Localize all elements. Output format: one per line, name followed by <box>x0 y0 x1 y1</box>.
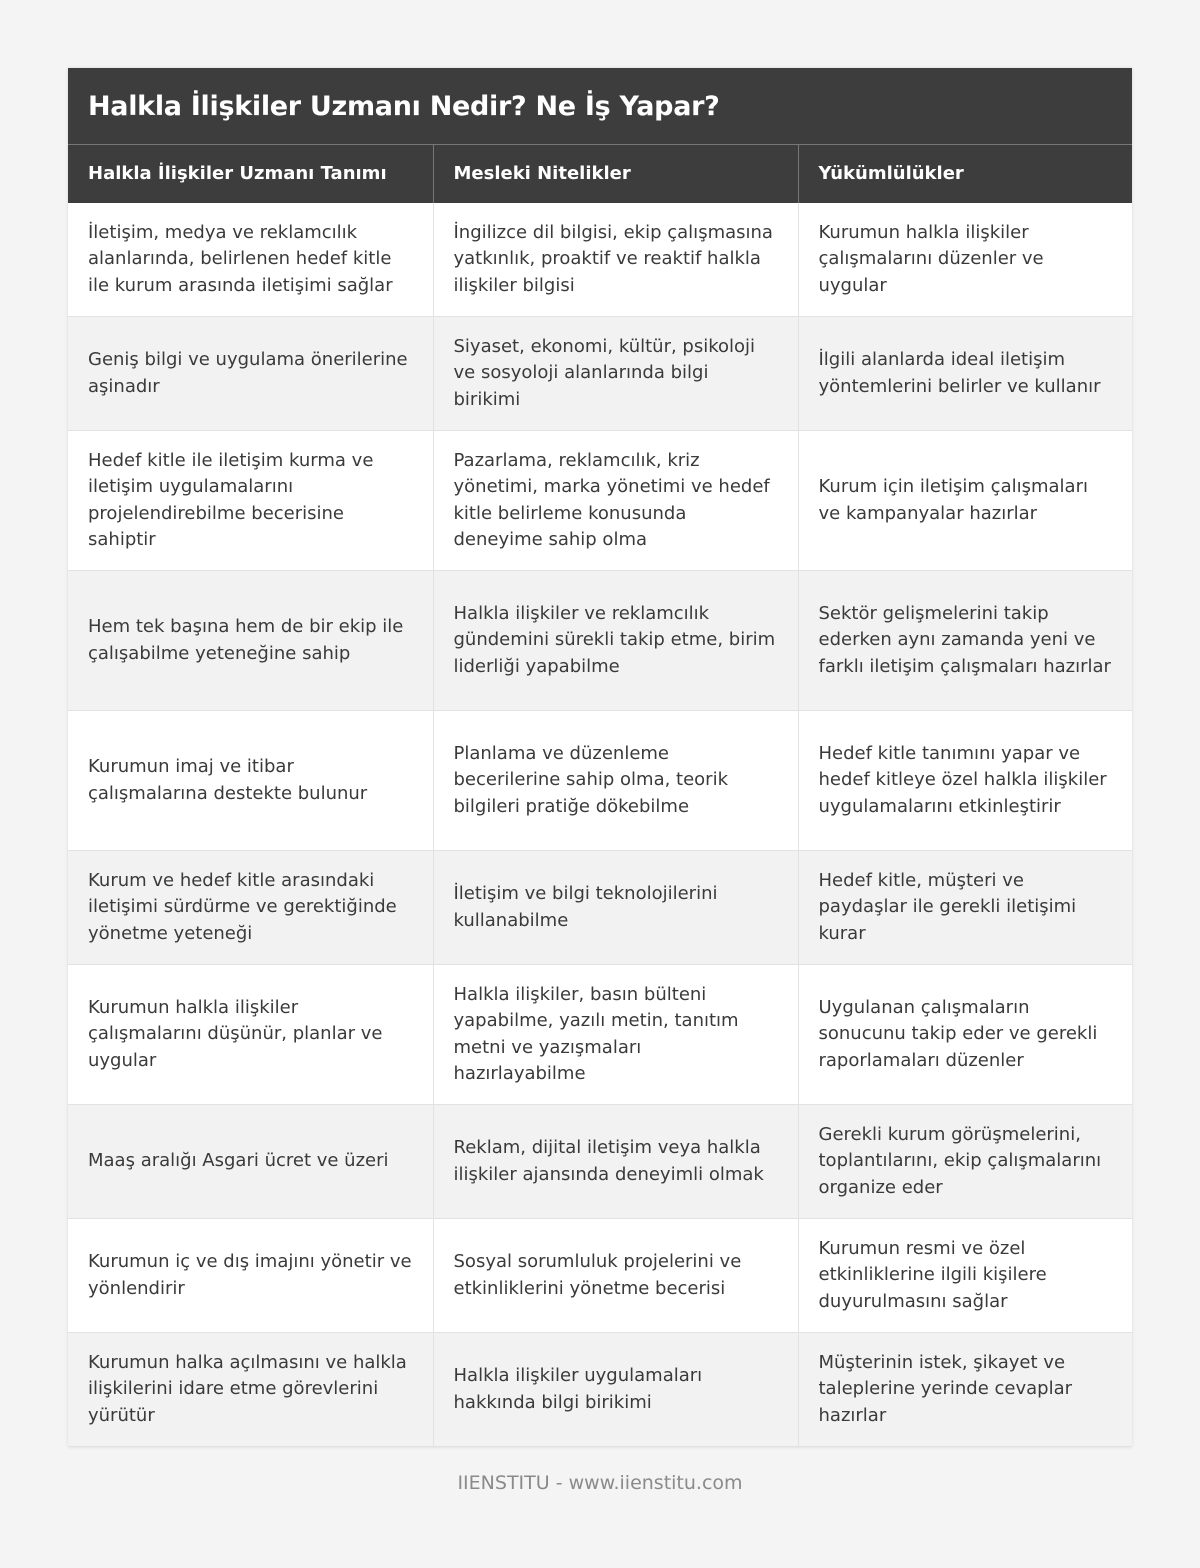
column-header-qualifications: Mesleki Nitelikler <box>433 145 798 203</box>
table-cell: Kurumun halkla ilişkiler çalışmalarını düzenler ve uygular <box>798 203 1132 317</box>
table-cell: Sektör gelişmelerini takip ederken aynı zamanda yeni ve farklı iletişim çalışmaları hazırlar <box>798 571 1132 711</box>
table-cell: Kurumun halka açılmasını ve halkla ilişkilerini idare etme görevlerini yürütür <box>68 1333 433 1447</box>
table-row <box>68 1105 1132 1219</box>
column-header-responsibilities: Yükümlülükler <box>798 145 1132 203</box>
info-table <box>68 144 1132 1447</box>
header-row <box>68 145 1132 203</box>
table-cell: Planlama ve düzenleme becerilerine sahip olma, teorik bilgileri pratiğe dökebilme <box>433 711 798 851</box>
page-title: Halkla İlişkiler Uzmanı Nedir? Ne İş Yapar? <box>88 90 720 122</box>
column-header-definition: Halkla İlişkiler Uzmanı Tanımı <box>68 145 433 203</box>
table-row <box>68 851 1132 965</box>
table-cell: Pazarlama, reklamcılık, kriz yönetimi, marka yönetimi ve hedef kitle belirleme konusunda deneyime sahip olma <box>433 431 798 571</box>
footer-credit: IIENSTITU - www.iienstitu.com <box>457 1472 743 1494</box>
table-cell: Reklam, dijital iletişim veya halkla ilişkiler ajansında deneyimli olmak <box>433 1105 798 1219</box>
table-cell: Halkla ilişkiler, basın bülteni yapabilme, yazılı metin, tanıtım metni ve yazışmaları hazırlayabilme <box>433 965 798 1105</box>
table-row <box>68 431 1132 571</box>
table-cell: Maaş aralığı Asgari ücret ve üzeri <box>68 1105 433 1219</box>
table-cell: Hem tek başına hem de bir ekip ile çalışabilme yeteneğine sahip <box>68 571 433 711</box>
table-row <box>68 1219 1132 1333</box>
table-cell: Hedef kitle ile iletişim kurma ve iletişim uygulamalarını projelendirebilme becerisine sahiptir <box>68 431 433 571</box>
table-cell: Gerekli kurum görüşmelerini, toplantılarını, ekip çalışmalarını organize eder <box>798 1105 1132 1219</box>
table-row <box>68 317 1132 431</box>
table-row <box>68 1333 1132 1447</box>
table-cell: Sosyal sorumluluk projelerini ve etkinliklerini yönetme becerisi <box>433 1219 798 1333</box>
table-cell: Halkla ilişkiler uygulamaları hakkında bilgi birikimi <box>433 1333 798 1447</box>
table-row <box>68 965 1132 1105</box>
table-cell: Halkla ilişkiler ve reklamcılık gündemini sürekli takip etme, birim liderliği yapabilme <box>433 571 798 711</box>
table-cell: İlgili alanlarda ideal iletişim yöntemlerini belirler ve kullanır <box>798 317 1132 431</box>
table-row <box>68 571 1132 711</box>
table-cell: Müşterinin istek, şikayet ve taleplerine yerinde cevaplar hazırlar <box>798 1333 1132 1447</box>
table-cell: Hedef kitle tanımını yapar ve hedef kitleye özel halkla ilişkiler uygulamalarını etkinleştirir <box>798 711 1132 851</box>
table-cell: Kurum ve hedef kitle arasındaki iletişimi sürdürme ve gerektiğinde yönetme yeteneği <box>68 851 433 965</box>
table-cell: Hedef kitle, müşteri ve paydaşlar ile gerekli iletişimi kurar <box>798 851 1132 965</box>
table-cell: Kurumun halkla ilişkiler çalışmalarını düşünür, planlar ve uygular <box>68 965 433 1105</box>
table-row <box>68 711 1132 851</box>
table-cell: Kurumun resmi ve özel etkinliklerine ilgili kişilere duyurulmasını sağlar <box>798 1219 1132 1333</box>
table-cell: Kurum için iletişim çalışmaları ve kampanyalar hazırlar <box>798 431 1132 571</box>
table-cell: Kurumun iç ve dış imajını yönetir ve yönlendirir <box>68 1219 433 1333</box>
title-bar <box>68 68 1132 144</box>
table-cell: İngilizce dil bilgisi, ekip çalışmasına yatkınlık, proaktif ve reaktif halkla ilişkiler bilgisi <box>433 203 798 317</box>
table-cell: İletişim ve bilgi teknolojilerini kullanabilme <box>433 851 798 965</box>
table-cell: Siyaset, ekonomi, kültür, psikoloji ve sosyoloji alanlarında bilgi birikimi <box>433 317 798 431</box>
table-cell: Geniş bilgi ve uygulama önerilerine aşinadır <box>68 317 433 431</box>
table-card <box>68 68 1132 1447</box>
table-cell: Kurumun imaj ve itibar çalışmalarına destekte bulunur <box>68 711 433 851</box>
table-cell: Uygulanan çalışmaların sonucunu takip eder ve gerekli raporlamaları düzenler <box>798 965 1132 1105</box>
table-row <box>68 203 1132 317</box>
table-cell: İletişim, medya ve reklamcılık alanlarında, belirlenen hedef kitle ile kurum arasında iletişimi sağlar <box>68 203 433 317</box>
